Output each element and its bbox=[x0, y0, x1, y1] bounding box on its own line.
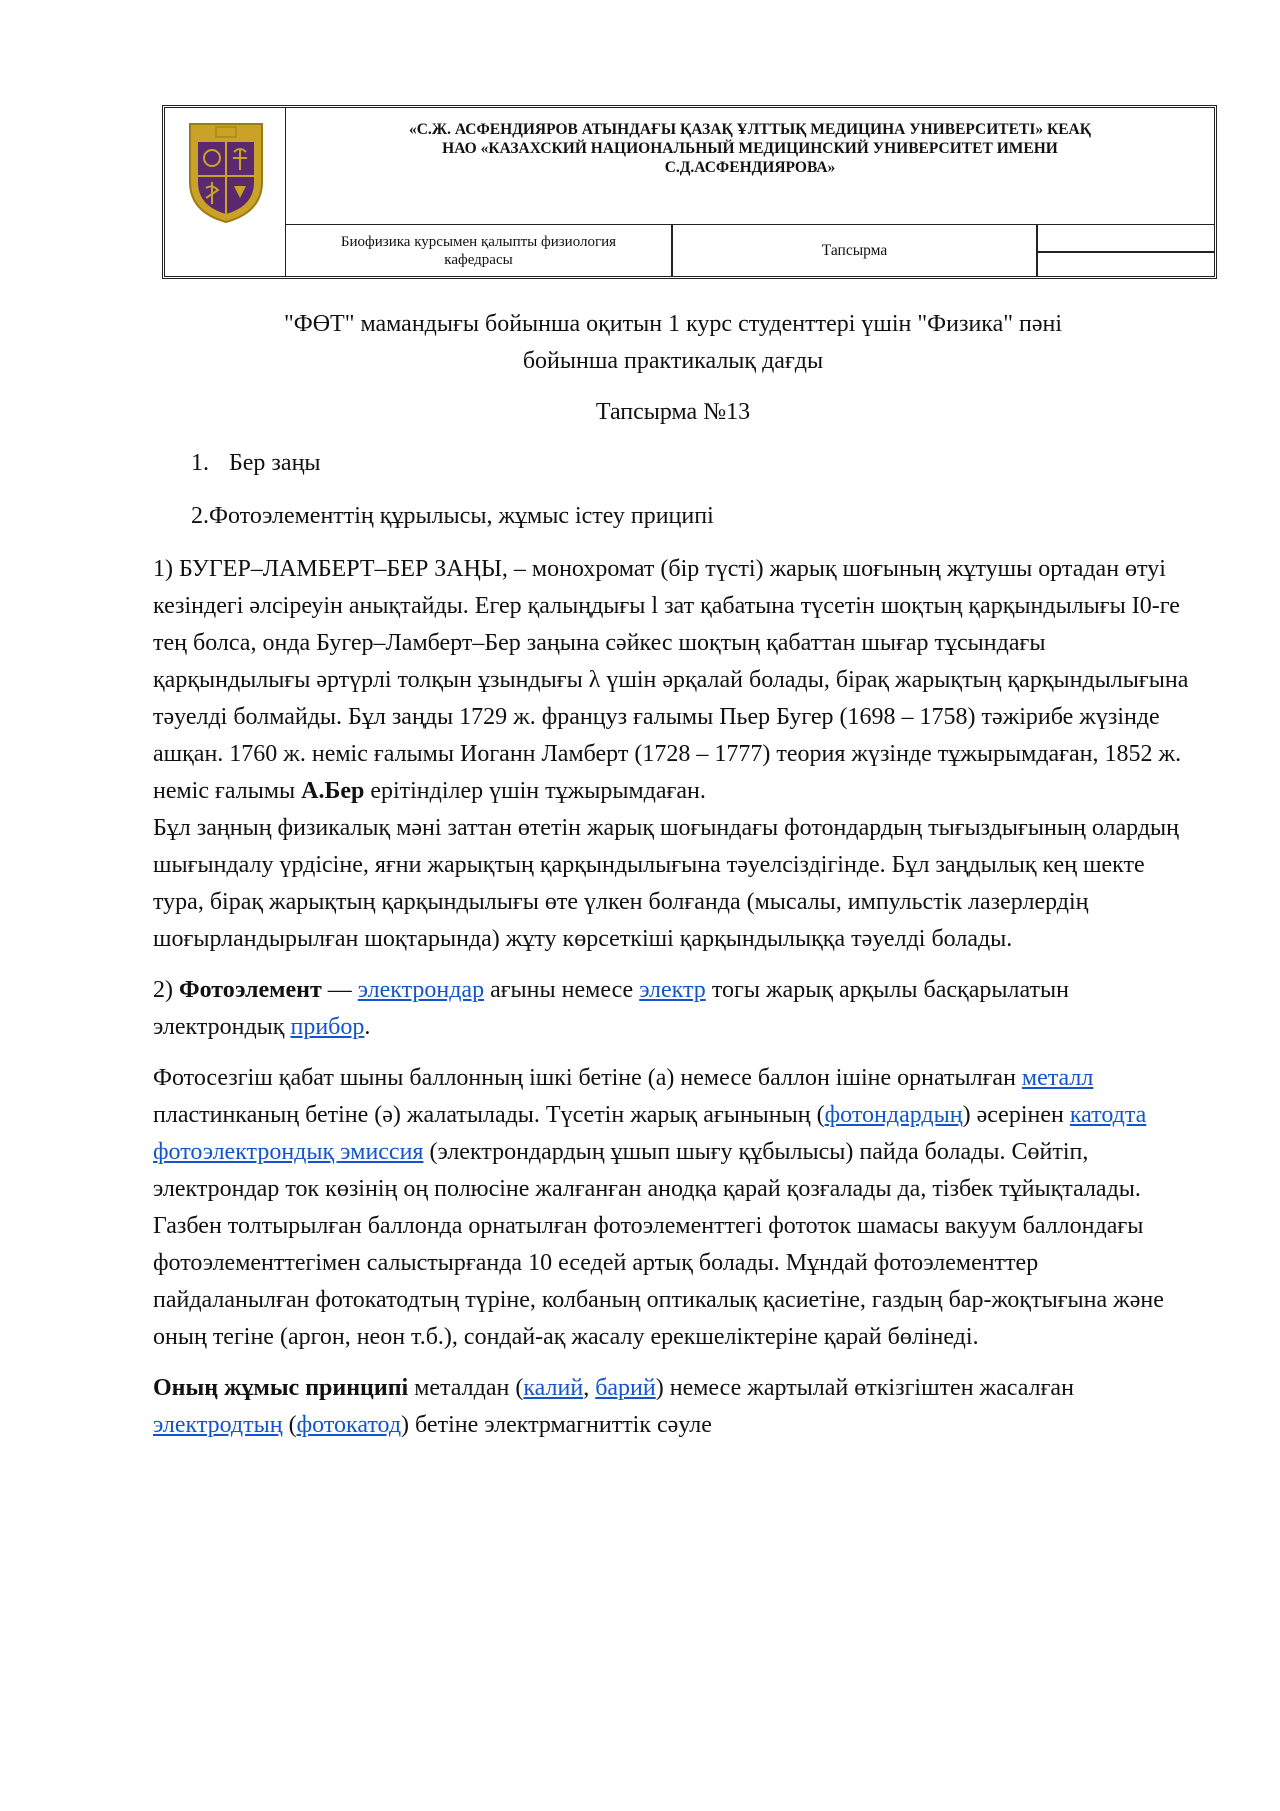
paragraph-text: Фотосезгіш қабат шыны баллонның ішкі бетіне (а) немесе баллон ішіне орнатылған bbox=[153, 1065, 1022, 1091]
paragraph-physical-meaning: Бұл заңның физикалық мәні заттан өтетін жарық шоғындағы фотондардың тығыздығының олардың шығындалу үрдісіне, яғни жарықтың қарқындылығына тәуелсіздігінде. Бұл заңдылық кең шекте тура, бірақ жарықтың қарқындылығы өте үлкен болғанда (мысалы, импульстік лазерлердің шоғырландырылған шоқтарында) жұту көрсеткіші қарқындылыққа тәуелді болады. bbox=[153, 815, 1179, 952]
logo-cell bbox=[165, 108, 286, 276]
link-barium[interactable]: барий bbox=[595, 1375, 656, 1401]
empty-cell-top bbox=[1038, 225, 1214, 253]
department-name: Биофизика курсымен қалыпты физиология кафедрасы bbox=[340, 233, 617, 268]
link-electric[interactable]: электр bbox=[639, 977, 706, 1003]
doc-title-line2: бойынша практикалық дағды bbox=[522, 348, 824, 374]
paragraph-text: , bbox=[583, 1375, 596, 1401]
empty-cell-bottom bbox=[1038, 253, 1214, 276]
link-photocathode[interactable]: фотокатод bbox=[296, 1412, 402, 1438]
paragraph-text: ) немесе жартылай өткізгіштен жасалған bbox=[655, 1375, 1074, 1401]
department-cell bbox=[286, 225, 673, 276]
paragraph-text: 2) bbox=[153, 977, 179, 1003]
bold-term: Оның жұмыс принципі bbox=[153, 1375, 409, 1401]
paragraph-text: пластинканың бетіне (ә) жалатылады. Түсетін жарық ағынының ( bbox=[153, 1102, 825, 1128]
bold-term: Фотоэлемент bbox=[179, 977, 322, 1003]
paragraph-text: ерітінділер үшін тұжырымдаған. bbox=[364, 778, 706, 804]
list-item bbox=[153, 498, 1193, 535]
link-device[interactable]: прибор bbox=[290, 1014, 365, 1040]
paragraph-text: металдан ( bbox=[408, 1375, 524, 1401]
paragraph-text: — bbox=[321, 977, 358, 1003]
paragraph-text: ) бетіне электрмагниттік сәуле bbox=[401, 1412, 712, 1438]
paragraph-text: (электрондардың ұшып шығу құбылысы) пайда болады. Сөйтіп, электрондар ток көзінің оң полюсіне жалғанған анодқа қарай қозғалады да, тізбек тұйықталады. Газбен толтырылған баллонда орнатылған фотоэлементтегі фототок шамасы вакуум баллондағы фотоэлементтегімен салыстырғанда 10 еседей артық болады. Мұндай фотоэлементтер пайдаланылған фотокатодтың түріне, колбаның оптикалық қасиетіне, газдың бар-жоқтығына және оның тегіне (аргон, неон т.б.), сондай-ақ жасалу ерекшеліктеріне қарай бөлінеді. bbox=[153, 1139, 1164, 1350]
list-item-text: 2.Фотоэлементтің құрылысы, жұмыс істеу приципі bbox=[191, 503, 714, 529]
paragraph-text: тогы жарық арқылы басқарылатын электрондық bbox=[153, 977, 1069, 1040]
document-body bbox=[153, 306, 1193, 1444]
link-cathode[interactable]: катодта bbox=[1069, 1102, 1147, 1128]
university-name-ru-2: С.Д.АСФЕНДИЯРОВА» bbox=[664, 159, 836, 176]
link-potassium[interactable]: калий bbox=[523, 1375, 584, 1401]
task-cell bbox=[673, 225, 1038, 276]
header-table bbox=[162, 105, 1217, 279]
university-name-kz: «С.Ж. АСФЕНДИЯРОВ АТЫНДАҒЫ ҚАЗАҚ ҰЛТТЫҚ МЕДИЦИНА УНИВЕРСИТЕТІ» КЕАҚ bbox=[408, 121, 1091, 138]
university-name-ru-1: НАО «КАЗАХСКИЙ НАЦИОНАЛЬНЫЙ МЕДИЦИНСКИЙ УНИВЕРСИТЕТ ИМЕНИ bbox=[442, 140, 1058, 157]
paragraph-working-principle bbox=[153, 1370, 1193, 1444]
list-item-text: Бер заңы bbox=[229, 450, 321, 476]
list-item bbox=[153, 445, 1193, 482]
paragraph-text: ағыны немесе bbox=[484, 977, 640, 1003]
paragraph-text: . bbox=[364, 1014, 371, 1040]
task-number: Тапсырма №13 bbox=[595, 399, 751, 425]
university-logo-icon bbox=[186, 120, 266, 224]
paragraph-text: ) әсерінен bbox=[962, 1102, 1070, 1128]
task-label: Тапсырма bbox=[821, 241, 888, 259]
link-electrons[interactable]: электрондар bbox=[357, 977, 485, 1003]
paragraph-text: ( bbox=[282, 1412, 297, 1438]
link-photoelectron-emission[interactable]: фотоэлектрондық эмиссия bbox=[153, 1139, 424, 1165]
doc-title bbox=[153, 306, 1193, 380]
paragraph-photoelement bbox=[153, 972, 1193, 1046]
paragraph-photosensitive-layer bbox=[153, 1060, 1193, 1356]
link-photons[interactable]: фотондардың bbox=[824, 1102, 963, 1128]
paragraph-beer-law bbox=[153, 551, 1193, 810]
link-electrode[interactable]: электродтың bbox=[153, 1412, 283, 1438]
bold-name: А.Бер bbox=[301, 778, 365, 804]
doc-title-line1: "ФӨТ" мамандығы бойынша оқитын 1 курс студенттері үшін "Физика" пәні bbox=[283, 311, 1063, 337]
link-metal[interactable]: металл bbox=[1021, 1065, 1094, 1091]
university-title-cell bbox=[286, 108, 1214, 225]
paragraph-text: 1) БУГЕР–ЛАМБЕРТ–БЕР ЗАҢЫ, – монохромат (бір түсті) жарық шоғының жұтушы ортадан өтуі кезіндегі әлсіреуін анықтайды. Егер қалыңдығы l зат қабатына түсетін шоқтың қарқындылығы I0-ге тең болса, онда Бугер–Ламберт–Бер заңына сәйкес шоқтың қабаттан шығар тұсындағы қарқындылығы әртүрлі толқын ұзындығы λ үшін әрқалай болады, бірақ жарықтың қарқындылығына тәуелді болмайды. Бұл заңды 1729 ж. француз ғалымы Пьер Бугер (1698 – 1758) тәжірибе жүзінде ашқан. 1760 ж. неміс ғалымы Иоганн Ламберт (1728 – 1777) теория жүзінде тұжырымдаған, 1852 ж. неміс ғалымы bbox=[153, 556, 1189, 804]
list-item-number: 1. bbox=[191, 450, 209, 476]
